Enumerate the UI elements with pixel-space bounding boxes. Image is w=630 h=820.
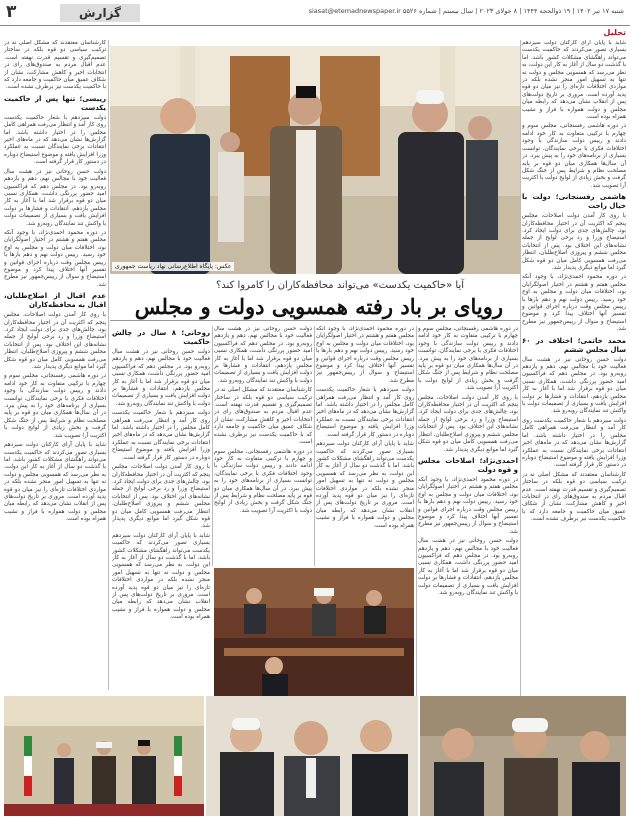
photo-caption: عکس: پایگاه اطلاع‌رسانی نهاد ریاست جمهوری <box>112 262 234 271</box>
column-text: دولت حسن روحانی نیز در هشت سال فعالیت خود با مجالس نهم، دهم و یازدهم روبه‌رو بود. در مجلس دهم که فراکسیون امید حضور پررنگی داشت، همکاری نسبی میان دو قوه برقرار شد اما با آغاز به کار مجلس یازدهم، انتقادات و فشارها بر دولت افزایش یافت و بسیاری از تصمیمات دولت با واکنش تند نمایندگان روبه‌رو شد. <box>418 538 518 596</box>
subhead: روحانی؛ ۸ سال در چالش حاکمیت <box>112 329 210 346</box>
section-tag: تحلیل <box>603 28 626 37</box>
column-text: در دوره هاشمی رفسنجانی، مجلس سوم و چهارم با ترکیبی متفاوت به کار خود ادامه دادند و رییس دولت سازندگی با وجود اختلافات فکری با برخی نمایندگان، توانست بسیاری از برنامه‌های خود را به پیش ببرد. در آن سال‌ها همکاری میان دو قوه بر پایه مصلحت نظام و شرایط پس از جنگ شکل گرفت و بخش زیادی از لوایح دولت با اکثریت آرا تصویب شد. <box>522 123 626 189</box>
bottom-photo-right <box>420 696 626 816</box>
column-mid-2 <box>316 326 414 566</box>
column-divider <box>520 40 521 730</box>
column-mid-3 <box>214 326 312 566</box>
column-text: در دوره محمود احمدی‌نژاد، با وجود آنکه مجلس هفتم و هشتم در اختیار اصولگرایان بود، اختلافات میان دولت و مجلس به اوج خود رسید. رییس دولت نهم و دهم بارها با رییس مجلس وقت درباره اجرای قوانین و تفسیر آنها اختلاف پیدا کرد و موضوع استیضاح و سوال از رییس‌جمهور نیز مطرح شد. <box>4 229 106 288</box>
column-text: در دوره محمود احمدی‌نژاد، با وجود آنکه مجلس هفتم و هشتم در اختیار اصولگرایان بود، اختلافات میان دولت و مجلس به اوج خود رسید. رییس دولت نهم و دهم بارها با رییس مجلس وقت درباره اجرای قوانین و تفسیر آنها اختلاف پیدا کرد و موضوع استیضاح و سوال از رییس‌جمهور نیز مطرح شد. <box>418 476 518 535</box>
column-divider <box>212 326 213 566</box>
column-text: دولت سیزدهم با شعار حاکمیت یکدست روی کار آمد و انتظار می‌رفت همراهی کامل مجلس را در اختیار داشته باشد. اما گزارش‌ها نشان می‌دهد که در ماه‌های اخیر انتقادات برخی نمایندگان نسبت به عملکرد وزرا افزایش یافته و موضوع استیضاح دوباره در دستور کار قرار گرفته است. <box>112 410 210 461</box>
column-text: با روی کار آمدن دولت اصلاحات، مجلس پنجم که اکثریت آن در اختیار محافظه‌کاران بود، چالش‌های جدی برای دولت ایجاد کرد. استیضاح وزرا و رد برخی لوایح از جمله نشانه‌های این اختلاف بود. پس از انتخابات مجلس ششم و پیروزی اصلاح‌طلبان، انتظار می‌رفت همسویی کامل میان دو قوه شکل گیرد اما موانع دیگری پدیدار شد. <box>522 213 626 271</box>
column-right <box>522 40 626 730</box>
article-kicker: آیا «حاکمیت یکدست» می‌تواند محافظه‌کاران را کامروا کند؟ <box>215 280 465 291</box>
subhead: رییسی؛ تنها پس از حاکمیت یکدست <box>4 94 106 112</box>
column-text: دولت حسن روحانی نیز در هشت سال فعالیت خود با مجالس نهم، دهم و یازدهم روبه‌رو بود. در مجلس دهم که فراکسیون امید حضور پررنگی داشت، همکاری نسبی میان دو قوه برقرار شد اما با آغاز به کار مجلس یازدهم، انتقادات و فشارها بر دولت افزایش یافت و بسیاری از تصمیمات دولت با واکنش تند نمایندگان روبه‌رو شد. <box>112 349 210 407</box>
column-left <box>4 40 106 690</box>
column-text: دولت سیزدهم با شعار حاکمیت یکدست روی کار آمد و انتظار می‌رفت همراهی کامل مجلس را در اختیار داشته باشد. اما گزارش‌ها نشان می‌دهد که در ماه‌های اخیر انتقادات برخی نمایندگان نسبت به عملکرد وزرا افزایش یافته و موضوع استیضاح دوباره در دستور کار قرار گرفته است. <box>316 387 414 438</box>
column-text: دولت سیزدهم با شعار حاکمیت یکدست روی کار آمد و انتظار می‌رفت همراهی کامل مجلس را در اختیار داشته باشد. اما گزارش‌ها نشان می‌دهد که در ماه‌های اخیر انتقادات برخی نمایندگان نسبت به عملکرد وزرا افزایش یافته و موضوع استیضاح دوباره در دستور کار قرار گرفته است. <box>522 417 626 469</box>
column-text: شاید با پایان آرای کارکنان دولت سیزدهم بسیاری تصور می‌کردند که حاکمیت یکدست می‌تواند راهگشای مشکلات کشور باشد. اما با گذشت دو سال از آغاز به کار این دولت، به نظر می‌رسد که همسویی مجلس و دولت نه تنها به تسهیل امور منجر نشده بلکه در مواردی اختلافات تازه‌ای را نیز میان دو قوه پدید آورده است. مروری بر تاریخ دولت‌های پس از انقلاب نشان می‌دهد که رابطه میان مجلس و دولت همواره با فراز و نشیب همراه بوده است. <box>4 442 106 523</box>
column-text: شاید با پایان آرای کارکنان دولت سیزدهم بسیاری تصور می‌کردند که حاکمیت یکدست می‌تواند راهگشای مشکلات کشور باشد. اما با گذشت دو سال از آغاز به کار این دولت، به نظر می‌رسد که همسویی مجلس و دولت نه تنها به تسهیل امور منجر نشده بلکه در مواردی اختلافات تازه‌ای را نیز میان دو قوه پدید آورده است. مروری بر تاریخ دولت‌های پس از انقلاب نشان می‌دهد که رابطه میان مجلس و دولت همواره با فراز و نشیب همراه بوده است. <box>316 441 414 529</box>
subhead: محمد خاتمی؛ اختلاف در ۶۰ سال مجلس ششم <box>522 336 626 354</box>
column-mid-4 <box>112 326 210 696</box>
column-text: شاید با پایان آرای کارکنان دولت سیزدهم بسیاری تصور می‌کردند که حاکمیت یکدست می‌تواند راهگشای مشکلات کشور باشد. اما با گذشت دو سال از آغاز به کار این دولت، به نظر می‌رسد که همسویی مجلس و دولت نه تنها به تسهیل امور منجر نشده بلکه در مواردی اختلافات تازه‌ای را نیز میان دو قوه پدید آورده است. مروری بر تاریخ دولت‌های پس از انقلاب نشان می‌دهد که رابطه میان مجلس و دولت همواره با فراز و نشیب همراه بوده است. <box>112 532 210 621</box>
column-text: کارشناسان معتقدند که مشکل اصلی نه در ترکیب سیاسی دو قوه بلکه در ساختار تصمیم‌گیری و تقسیم قدرت نهفته است. عدم اقبال مردم به صندوق‌های رای در انتخابات اخیر و کاهش مشارکت، نشان از شکاف عمیق میان حاکمیت و جامعه دارد که با حاکمیت یکدست نیز برطرف نشده است. <box>4 40 106 91</box>
bottom-photo-left <box>4 696 204 816</box>
column-text: در دوره محمود احمدی‌نژاد، با وجود آنکه مجلس هفتم و هشتم در اختیار اصولگرایان بود، اختلافات میان دولت و مجلس به اوج خود رسید. رییس دولت نهم و دهم بارها با رییس مجلس وقت درباره اجرای قوانین و تفسیر آنها اختلاف پیدا کرد و موضوع استیضاح و سوال از رییس‌جمهور نیز مطرح شد. <box>316 326 414 384</box>
column-text: با روی کار آمدن دولت اصلاحات، مجلس پنجم که اکثریت آن در اختیار محافظه‌کاران بود، چالش‌های جدی برای دولت ایجاد کرد. استیضاح وزرا و رد برخی لوایح از جمله نشانه‌های این اختلاف بود. پس از انتخابات مجلس ششم و پیروزی اصلاح‌طلبان، انتظار می‌رفت همسویی کامل میان دو قوه شکل گیرد اما موانع دیگری پدیدار شد. <box>112 464 210 530</box>
column-text: دولت حسن روحانی نیز در هشت سال فعالیت خود با مجالس نهم، دهم و یازدهم روبه‌رو بود. در مجلس دهم که فراکسیون امید حضور پررنگی داشت، همکاری نسبی میان دو قوه برقرار شد اما با آغاز به کار مجلس یازدهم، انتقادات و فشارها بر دولت افزایش یافت و بسیاری از تصمیمات دولت با واکنش تند نمایندگان روبه‌رو شد. <box>4 168 106 227</box>
section-label: گزارش <box>60 4 140 22</box>
subhead: هاشمی رفسنجانی؛ دولت با خیال راحت <box>522 193 626 211</box>
column-text: شاید با پایان آرای کارکنان دولت سیزدهم بسیاری تصور می‌کردند که حاکمیت یکدست می‌تواند راهگشای مشکلات کشور باشد. اما با گذشت دو سال از آغاز به کار این دولت، به نظر می‌رسد که همسویی مجلس و دولت نه تنها به تسهیل امور منجر نشده بلکه در مواردی اختلافات تازه‌ای را نیز میان دو قوه پدید آورده است. مروری بر تاریخ دولت‌های پس از انقلاب نشان می‌دهد که رابطه میان مجلس و دولت همواره با فراز و نشیب همراه بوده است. <box>522 40 626 121</box>
subhead: احمدی‌نژاد؛ اصلاحات مجلس و قوه دولت <box>418 456 518 474</box>
page-header <box>0 0 630 26</box>
bottom-photo-middle <box>206 696 418 816</box>
article-headline: رویای بر باد رفته همسویی دولت و مجلس <box>134 294 503 319</box>
column-text: کارشناسان معتقدند که مشکل اصلی نه در ترکیب سیاسی دو قوه بلکه در ساختار تصمیم‌گیری و تقسیم قدرت نهفته است. عدم اقبال مردم به صندوق‌های رای در انتخابات اخیر و کاهش مشارکت، نشان از شکاف عمیق میان حاکمیت و جامعه دارد که با حاکمیت یکدست نیز برطرف نشده است. <box>214 387 312 446</box>
parliament-photo <box>214 568 414 696</box>
column-text: دولت حسن روحانی نیز در هشت سال فعالیت خود با مجالس نهم، دهم و یازدهم روبه‌رو بود. در مجلس دهم که فراکسیون امید حضور پررنگی داشت، همکاری نسبی میان دو قوه برقرار شد اما با آغاز به کار مجلس یازدهم، انتقادات و فشارها بر دولت افزایش یافت و بسیاری از تصمیمات دولت با واکنش تند نمایندگان روبه‌رو شد. <box>522 356 626 415</box>
subhead: عدم اقبال از اصلاح‌طلبان، اقبال به محافظه‌کاران <box>4 292 106 310</box>
column-divider <box>108 40 109 690</box>
headline-rule <box>110 320 520 321</box>
column-text: در دوره محمود احمدی‌نژاد، با وجود آنکه مجلس هفتم و هشتم در اختیار اصولگرایان بود، اختلافات میان دولت و مجلس به اوج خود رسید. رییس دولت نهم و دهم بارها با رییس مجلس وقت درباره اجرای قوانین و تفسیر آنها اختلاف پیدا کرد و موضوع استیضاح و سوال از رییس‌جمهور نیز مطرح شد. <box>522 274 626 333</box>
column-text: در دوره هاشمی رفسنجانی، مجلس سوم و چهارم با ترکیبی متفاوت به کار خود ادامه دادند و رییس دولت سازندگی با وجود اختلافات فکری با برخی نمایندگان، توانست بسیاری از برنامه‌های خود را به پیش ببرد. در آن سال‌ها همکاری میان دو قوه بر پایه مصلحت نظام و شرایط پس از جنگ شکل گرفت و بخش زیادی از لوایح دولت با اکثریت آرا تصویب شد. <box>214 448 312 514</box>
column-mid-1 <box>418 326 518 696</box>
column-text: در دوره هاشمی رفسنجانی، مجلس سوم و چهارم با ترکیبی متفاوت به کار خود ادامه دادند و رییس دولت سازندگی با وجود اختلافات فکری با برخی نمایندگان، توانست بسیاری از برنامه‌های خود را به پیش ببرد. در آن سال‌ها همکاری میان دو قوه بر پایه مصلحت نظام و شرایط پس از جنگ شکل گرفت و بخش زیادی از لوایح دولت با اکثریت آرا تصویب شد. <box>418 326 518 392</box>
column-text: در دوره هاشمی رفسنجانی، مجلس سوم و چهارم با ترکیبی متفاوت به کار خود ادامه دادند و رییس دولت سازندگی با وجود اختلافات فکری با برخی نمایندگان، توانست بسیاری از برنامه‌های خود را به پیش ببرد. در آن سال‌ها همکاری میان دو قوه بر پایه مصلحت نظام و شرایط پس از جنگ شکل گرفت و بخش زیادی از لوایح دولت با اکثریت آرا تصویب شد. <box>4 373 106 439</box>
column-text: دولت حسن روحانی نیز در هشت سال فعالیت خود با مجالس نهم، دهم و یازدهم روبه‌رو بود. در مجلس دهم که فراکسیون امید حضور پررنگی داشت، همکاری نسبی میان دو قوه برقرار شد اما با آغاز به کار مجلس یازدهم، انتقادات و فشارها بر دولت افزایش یافت و بسیاری از تصمیمات دولت با واکنش تند نمایندگان روبه‌رو شد. <box>214 326 312 384</box>
column-divider <box>314 326 315 566</box>
column-divider <box>416 326 417 696</box>
column-text: دولت سیزدهم با شعار حاکمیت یکدست روی کار آمد و انتظار می‌رفت همراهی کامل مجلس را در اختیار داشته باشد. اما گزارش‌ها نشان می‌دهد که در ماه‌های اخیر انتقادات برخی نمایندگان نسبت به عملکرد وزرا افزایش یافته و موضوع استیضاح دوباره در دستور کار قرار گرفته است. <box>4 114 106 166</box>
column-text: با روی کار آمدن دولت اصلاحات، مجلس پنجم که اکثریت آن در اختیار محافظه‌کاران بود، چالش‌های جدی برای دولت ایجاد کرد. استیضاح وزرا و رد برخی لوایح از جمله نشانه‌های این اختلاف بود. پس از انتخابات مجلس ششم و پیروزی اصلاح‌طلبان، انتظار می‌رفت همسویی کامل میان دو قوه شکل گیرد اما موانع دیگری پدیدار شد. <box>4 312 106 371</box>
masthead-meta: شنبه ۱۷ تیر ۱۴۰۲ | ۱۹ ذوالحجه ۱۴۴۴ | ۸ جولای ۲۰۲۳ | سال بیستم | شماره ۵۵۲۶ siasat@etemadnewspaper.ir <box>308 7 624 15</box>
column-text: کارشناسان معتقدند که مشکل اصلی نه در ترکیب سیاسی دو قوه بلکه در ساختار تصمیم‌گیری و تقسیم قدرت نهفته است. عدم اقبال مردم به صندوق‌های رای در انتخابات اخیر و کاهش مشارکت، نشان از شکاف عمیق میان حاکمیت و جامعه دارد که با حاکمیت یکدست نیز برطرف نشده است. <box>522 471 626 523</box>
main-photo <box>110 46 520 274</box>
page-number: ۳ <box>6 2 17 22</box>
column-text: با روی کار آمدن دولت اصلاحات، مجلس پنجم که اکثریت آن در اختیار محافظه‌کاران بود، چالش‌های جدی برای دولت ایجاد کرد. استیضاح وزرا و رد برخی لوایح از جمله نشانه‌های این اختلاف بود. پس از انتخابات مجلس ششم و پیروزی اصلاح‌طلبان، انتظار می‌رفت همسویی کامل میان دو قوه شکل گیرد اما موانع دیگری پدیدار شد. <box>418 394 518 453</box>
